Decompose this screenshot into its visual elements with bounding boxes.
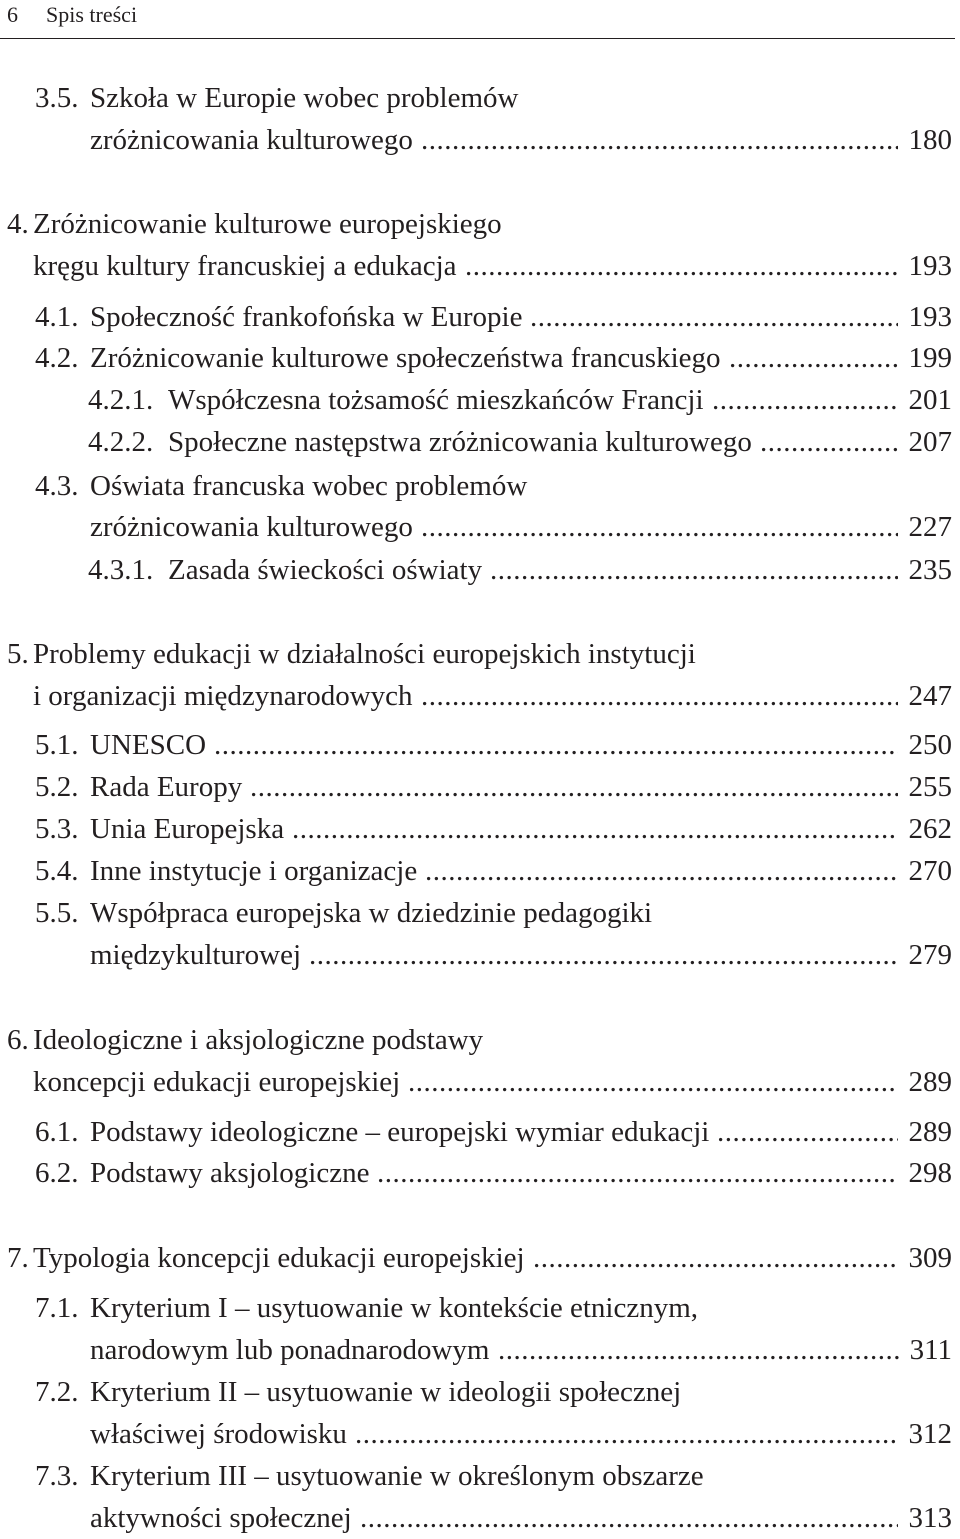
toc-page-number: 262 bbox=[908, 813, 952, 845]
toc-dot-leader bbox=[421, 676, 898, 716]
toc-entry-title: koncepcji edukacji europejskiej bbox=[33, 1066, 401, 1098]
toc-entry-title: zróżnicowania kulturowego bbox=[90, 124, 413, 156]
toc-page-number: 193 bbox=[908, 250, 952, 282]
toc-line bbox=[0, 1153, 952, 1193]
toc-line bbox=[0, 1238, 952, 1278]
toc-entry-title: narodowym lub ponadnarodowym bbox=[90, 1334, 490, 1366]
toc-entry-title: Społeczne następstwa zróżnicowania kulturowego bbox=[168, 426, 752, 458]
toc-entry-number: 7. bbox=[7, 1242, 29, 1274]
toc-line bbox=[0, 1020, 952, 1060]
toc-entry-title: kręgu kultury francuskiej a edukacja bbox=[33, 250, 457, 282]
toc-line bbox=[0, 422, 952, 462]
toc-line bbox=[0, 893, 952, 933]
toc-dot-leader bbox=[712, 380, 898, 420]
toc-line bbox=[0, 246, 952, 286]
toc-line bbox=[0, 507, 952, 547]
toc-entry-number: 3.5. bbox=[35, 82, 79, 114]
toc-dot-leader bbox=[355, 1414, 898, 1454]
toc-entry-number: 7.2. bbox=[35, 1376, 79, 1408]
toc-line bbox=[0, 550, 952, 590]
toc-line bbox=[0, 338, 952, 378]
toc-page-number: 207 bbox=[908, 426, 952, 458]
toc-page-number: 311 bbox=[909, 1334, 952, 1366]
toc-entry-title: Typologia koncepcji edukacji europejskiej bbox=[33, 1242, 525, 1274]
toc-line bbox=[0, 1456, 952, 1496]
running-title: Spis treści bbox=[46, 2, 138, 27]
toc-line bbox=[0, 1330, 952, 1370]
toc-entry-number: 4.3. bbox=[35, 470, 79, 502]
toc-page-number: 180 bbox=[908, 124, 952, 156]
toc-entry-number: 5.3. bbox=[35, 813, 79, 845]
toc-page-number: 247 bbox=[908, 680, 952, 712]
toc-entry-number: 4. bbox=[7, 208, 29, 240]
toc-entry-number: 6.1. bbox=[35, 1116, 79, 1148]
toc-entry-title: Rada Europy bbox=[90, 771, 243, 803]
toc-entry-number: 4.3.1. bbox=[88, 554, 154, 586]
toc-dot-leader bbox=[729, 338, 898, 378]
page-number: 6 bbox=[7, 2, 18, 27]
toc-dot-leader bbox=[533, 1238, 898, 1278]
toc-entry-title: Szkoła w Europie wobec problemów bbox=[90, 82, 519, 114]
toc-entry-number: 5.1. bbox=[35, 729, 79, 761]
toc-line bbox=[0, 1372, 952, 1412]
toc-line bbox=[0, 1414, 952, 1454]
toc-dot-leader bbox=[408, 1062, 898, 1102]
toc-entry-number: 5. bbox=[7, 638, 29, 670]
toc-page-number: 227 bbox=[908, 511, 952, 543]
toc-dot-leader bbox=[309, 935, 898, 975]
toc-line bbox=[0, 297, 952, 337]
toc-page-number: 309 bbox=[908, 1242, 952, 1274]
toc-entry-title: Unia Europejska bbox=[90, 813, 285, 845]
toc-entry-number: 5.2. bbox=[35, 771, 79, 803]
toc-entry-title: Współpraca europejska w dziedzinie pedagogiki bbox=[90, 897, 653, 929]
toc-line bbox=[0, 1498, 952, 1538]
toc-entry-title: Podstawy aksjologiczne bbox=[90, 1157, 370, 1189]
toc-entry-title: i organizacji międzynarodowych bbox=[33, 680, 413, 712]
toc-entry-title: Kryterium II – usytuowanie w ideologii społecznej bbox=[90, 1376, 682, 1408]
toc-line bbox=[0, 78, 952, 118]
toc-entry-number: 5.5. bbox=[35, 897, 79, 929]
toc-entry-title: właściwej środowisku bbox=[90, 1418, 347, 1450]
toc-dot-leader bbox=[717, 1112, 898, 1152]
toc-entry-number: 5.4. bbox=[35, 855, 79, 887]
toc-entry-title: Ideologiczne i aksjologiczne podstawy bbox=[33, 1024, 484, 1056]
toc-entry-title: Zróżnicowanie kulturowe europejskiego bbox=[33, 208, 502, 240]
toc-page-number: 255 bbox=[908, 771, 952, 803]
toc-page-number: 193 bbox=[908, 301, 952, 333]
toc-entry-title: Inne instytucje i organizacje bbox=[90, 855, 418, 887]
toc-line bbox=[0, 120, 952, 160]
toc-dot-leader bbox=[421, 120, 898, 160]
toc-entry-title: Kryterium I – usytuowanie w kontekście etnicznym, bbox=[90, 1292, 699, 1324]
toc-dot-leader bbox=[760, 422, 898, 462]
toc-dot-leader bbox=[498, 1330, 900, 1370]
toc-entry-number: 7.3. bbox=[35, 1460, 79, 1492]
toc-dot-leader bbox=[360, 1498, 898, 1538]
toc-entry-title: Problemy edukacji w działalności europejskich instytucji bbox=[33, 638, 696, 670]
toc-entry-title: UNESCO bbox=[90, 729, 207, 761]
toc-dot-leader bbox=[421, 507, 898, 547]
toc-page-number: 270 bbox=[908, 855, 952, 887]
toc-page-number: 298 bbox=[908, 1157, 952, 1189]
toc-line bbox=[0, 725, 952, 765]
toc-entry-title: Kryterium III – usytuowanie w określonym obszarze bbox=[90, 1460, 704, 1492]
toc-line bbox=[0, 767, 952, 807]
toc-entry-number: 7.1. bbox=[35, 1292, 79, 1324]
toc-entry-title: Zróżnicowanie kulturowe społeczeństwa francuskiego bbox=[90, 342, 721, 374]
toc-entry-title: aktywności społecznej bbox=[90, 1502, 352, 1534]
toc-entry-title: Społeczność frankofońska w Europie bbox=[90, 301, 523, 333]
toc-line bbox=[0, 1062, 952, 1102]
toc-dot-leader bbox=[214, 725, 898, 765]
toc-entry-title: Współczesna tożsamość mieszkańców Francji bbox=[168, 384, 704, 416]
toc-page-number: 289 bbox=[908, 1116, 952, 1148]
toc-page-number: 201 bbox=[908, 384, 952, 416]
toc-entry-title: międzykulturowej bbox=[90, 939, 302, 971]
toc-line bbox=[0, 1288, 952, 1328]
toc-line bbox=[0, 380, 952, 420]
toc-page-number: 289 bbox=[908, 1066, 952, 1098]
toc-dot-leader bbox=[530, 297, 898, 337]
toc-line bbox=[0, 466, 952, 506]
toc-dot-leader bbox=[425, 851, 898, 891]
toc-page-number: 279 bbox=[908, 939, 952, 971]
toc-entry-number: 4.2.1. bbox=[88, 384, 154, 416]
toc-dot-leader bbox=[490, 550, 898, 590]
toc-entry-title: Zasada świeckości oświaty bbox=[168, 554, 483, 586]
toc-page-number: 199 bbox=[908, 342, 952, 374]
toc-entry-number: 6. bbox=[7, 1024, 29, 1056]
toc-line bbox=[0, 634, 952, 674]
toc-page-number: 312 bbox=[908, 1418, 952, 1450]
toc-line bbox=[0, 204, 952, 244]
toc-line bbox=[0, 935, 952, 975]
toc-entry-number: 4.2.2. bbox=[88, 426, 154, 458]
toc-dot-leader bbox=[292, 809, 898, 849]
toc-entry-title: Oświata francuska wobec problemów bbox=[90, 470, 528, 502]
toc-line bbox=[0, 1112, 952, 1152]
toc-line bbox=[0, 851, 952, 891]
toc-page-number: 250 bbox=[908, 729, 952, 761]
toc-line bbox=[0, 676, 952, 716]
toc-dot-leader bbox=[465, 246, 898, 286]
toc-entry-number: 4.2. bbox=[35, 342, 79, 374]
toc-dot-leader bbox=[250, 767, 898, 807]
toc-entry-number: 4.1. bbox=[35, 301, 79, 333]
toc-line bbox=[0, 809, 952, 849]
toc-page-number: 313 bbox=[908, 1502, 952, 1534]
toc-entry-title: zróżnicowania kulturowego bbox=[90, 511, 413, 543]
toc-dot-leader bbox=[377, 1153, 898, 1193]
toc-page-number: 235 bbox=[908, 554, 952, 586]
toc-entry-number: 6.2. bbox=[35, 1157, 79, 1189]
toc-entry-title: Podstawy ideologiczne – europejski wymiar edukacji bbox=[90, 1116, 710, 1148]
